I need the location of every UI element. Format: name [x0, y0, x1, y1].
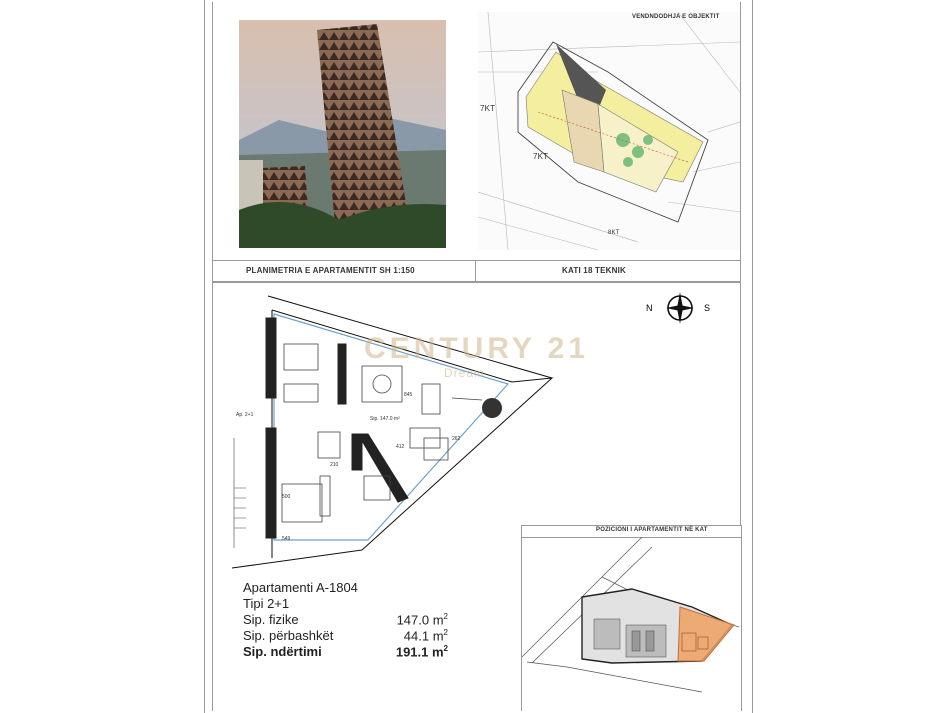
plan-title: PLANIMETRIA E APARTAMENTIT SH 1:150: [246, 266, 415, 275]
apartment-name: Apartamenti A-1804: [243, 580, 358, 595]
position-title: POZICIONI I APARTAMENTIT NË KAT: [596, 527, 708, 533]
area-label: Sip. fizike: [243, 612, 299, 627]
apartment-type: Tipi 2+1: [243, 596, 290, 611]
compass-n: N: [646, 303, 653, 313]
area-value: 191.1 $m^2$: [395, 644, 448, 660]
area-label: Sip. ndërtimi: [243, 644, 322, 659]
watermark-sub: Dream: [444, 366, 486, 380]
dim-210: 210: [330, 462, 339, 468]
site-label-8kt: 8KT: [608, 230, 620, 236]
plan-ap-label: Ap. 2+1: [236, 412, 254, 418]
plan-area-label: Sip. 147.0 m²: [370, 416, 400, 422]
building-photo: [239, 20, 446, 248]
area-label: Sip. përbashkët: [243, 628, 334, 643]
area-value: 44.1 $m^2$: [403, 628, 448, 644]
watermark-brand: CENTURY 21: [364, 332, 590, 365]
site-label-7kt-b: 7KT: [533, 152, 549, 161]
area-value: 147.0 $m^2$: [396, 612, 448, 628]
dim-262: 262: [452, 436, 461, 442]
dim-549: 549: [282, 536, 291, 542]
area-row-physical: [243, 612, 448, 628]
dim-845: 845: [404, 392, 413, 398]
floor-title: KATI 18 TEKNIK: [562, 266, 626, 275]
site-title: VENDNDODHJA E OBJEKTIT: [632, 14, 720, 20]
dim-412: 412: [396, 444, 405, 450]
area-row-built: [243, 644, 448, 660]
position-map: [522, 537, 739, 707]
apartment-info: [243, 580, 448, 660]
compass-icon: [660, 290, 700, 326]
area-row-shared: [243, 628, 448, 644]
compass-s: S: [704, 303, 711, 313]
dim-500: 500: [282, 494, 291, 500]
site-label-7kt-a: 7KT: [480, 104, 496, 113]
site-map: [478, 12, 740, 250]
